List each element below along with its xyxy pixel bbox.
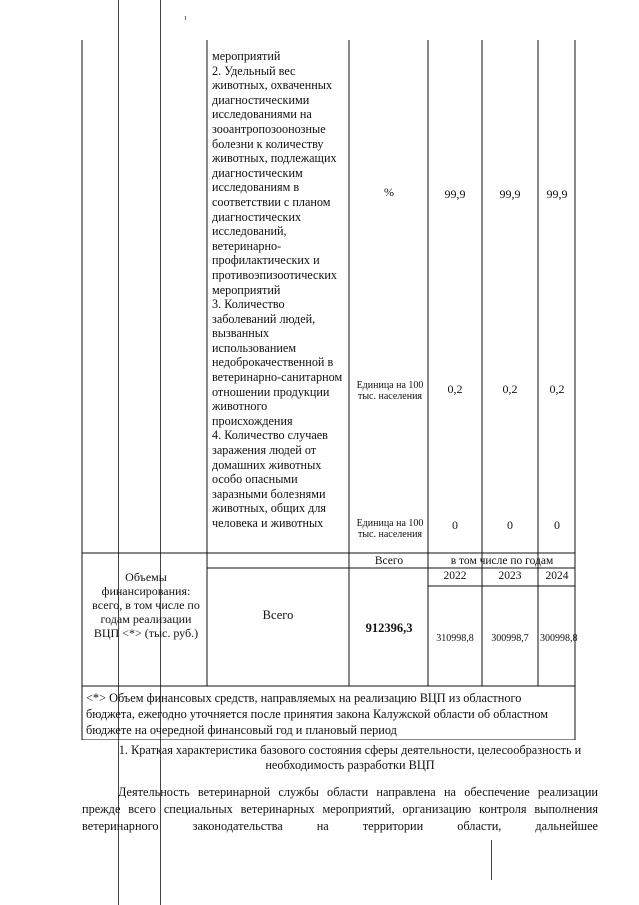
section-title: 1. Краткая характеристика базового состояния сферы деятельности, целесообразность и необходимость разработки ВЦП: [118, 743, 582, 772]
indicator-value: 0,2: [549, 382, 565, 396]
indicator-unit: %: [384, 185, 394, 199]
indicators-text: мероприятий 2. Удельный вес животных, охваченных диагностическими исследованиями на зооантропозоонозные болезни к количеству животных, подлежащих диагностическим исследованиям в соответствии с планом диагностических исследований, ветеринарно-профилактических и противоэпизоотических мероприятий 3. Количество заболеваний людей, вызванных использованием недоброкачественной в ветеринарно-санитарном отношении продукции животного происхождения 4. Количество случаев заражения людей от домашних животных особо опасными заразными болезнями животных, общих для человека и животных: [212, 49, 343, 530]
footnote: <*> Объем финансовых средств, направляемых на реализацию ВЦП из областного бюджета, ежегодно уточняется после принятия закона Калужской области об областном бюджете на очередной финансовый год и плановый период: [86, 691, 549, 737]
indicator-value: 0: [507, 518, 513, 532]
indicator-value: 99,9: [499, 187, 521, 201]
financing-year-2024: 2024: [545, 570, 569, 582]
financing-year-value: 300998,8: [540, 633, 578, 644]
indicator-value: 0,2: [447, 382, 463, 396]
financing-total-value: 912396,3: [365, 621, 413, 635]
financing-label: Объемы финансирования: всего, в том числе по годам реализации ВЦП <*> (тыс. руб.): [92, 570, 200, 640]
scan-artifact-line: [491, 840, 492, 880]
indicator-value: 0: [452, 518, 458, 532]
financing-year-value: 310998,8: [436, 633, 474, 644]
financing-years-header: в том числе по годам: [450, 555, 554, 567]
financing-year-2022: 2022: [443, 570, 467, 582]
indicator-value: 0: [554, 518, 560, 532]
indicator-value: 0,2: [502, 382, 518, 396]
financing-year-2023: 2023: [498, 570, 522, 582]
header-mark: ¹: [184, 14, 187, 24]
financing-total-header: Всего: [374, 555, 404, 567]
indicator-value: 99,9: [546, 187, 568, 201]
body-paragraph: Деятельность ветеринарной службы области направлена на обеспечение реализации прежде всего специальных ветеринарных мероприятий, организацию контроля выполнения ветеринарного законодательства на территории области, дальнейшее: [82, 785, 598, 833]
financing-year-value: 300998,7: [491, 633, 529, 644]
indicator-unit: Единица на 100 тыс. населения: [356, 518, 424, 540]
indicator-unit: Единица на 100 тыс. населения: [356, 380, 424, 402]
financing-row-label: Всего: [262, 608, 294, 622]
indicator-value: 99,9: [444, 187, 466, 201]
